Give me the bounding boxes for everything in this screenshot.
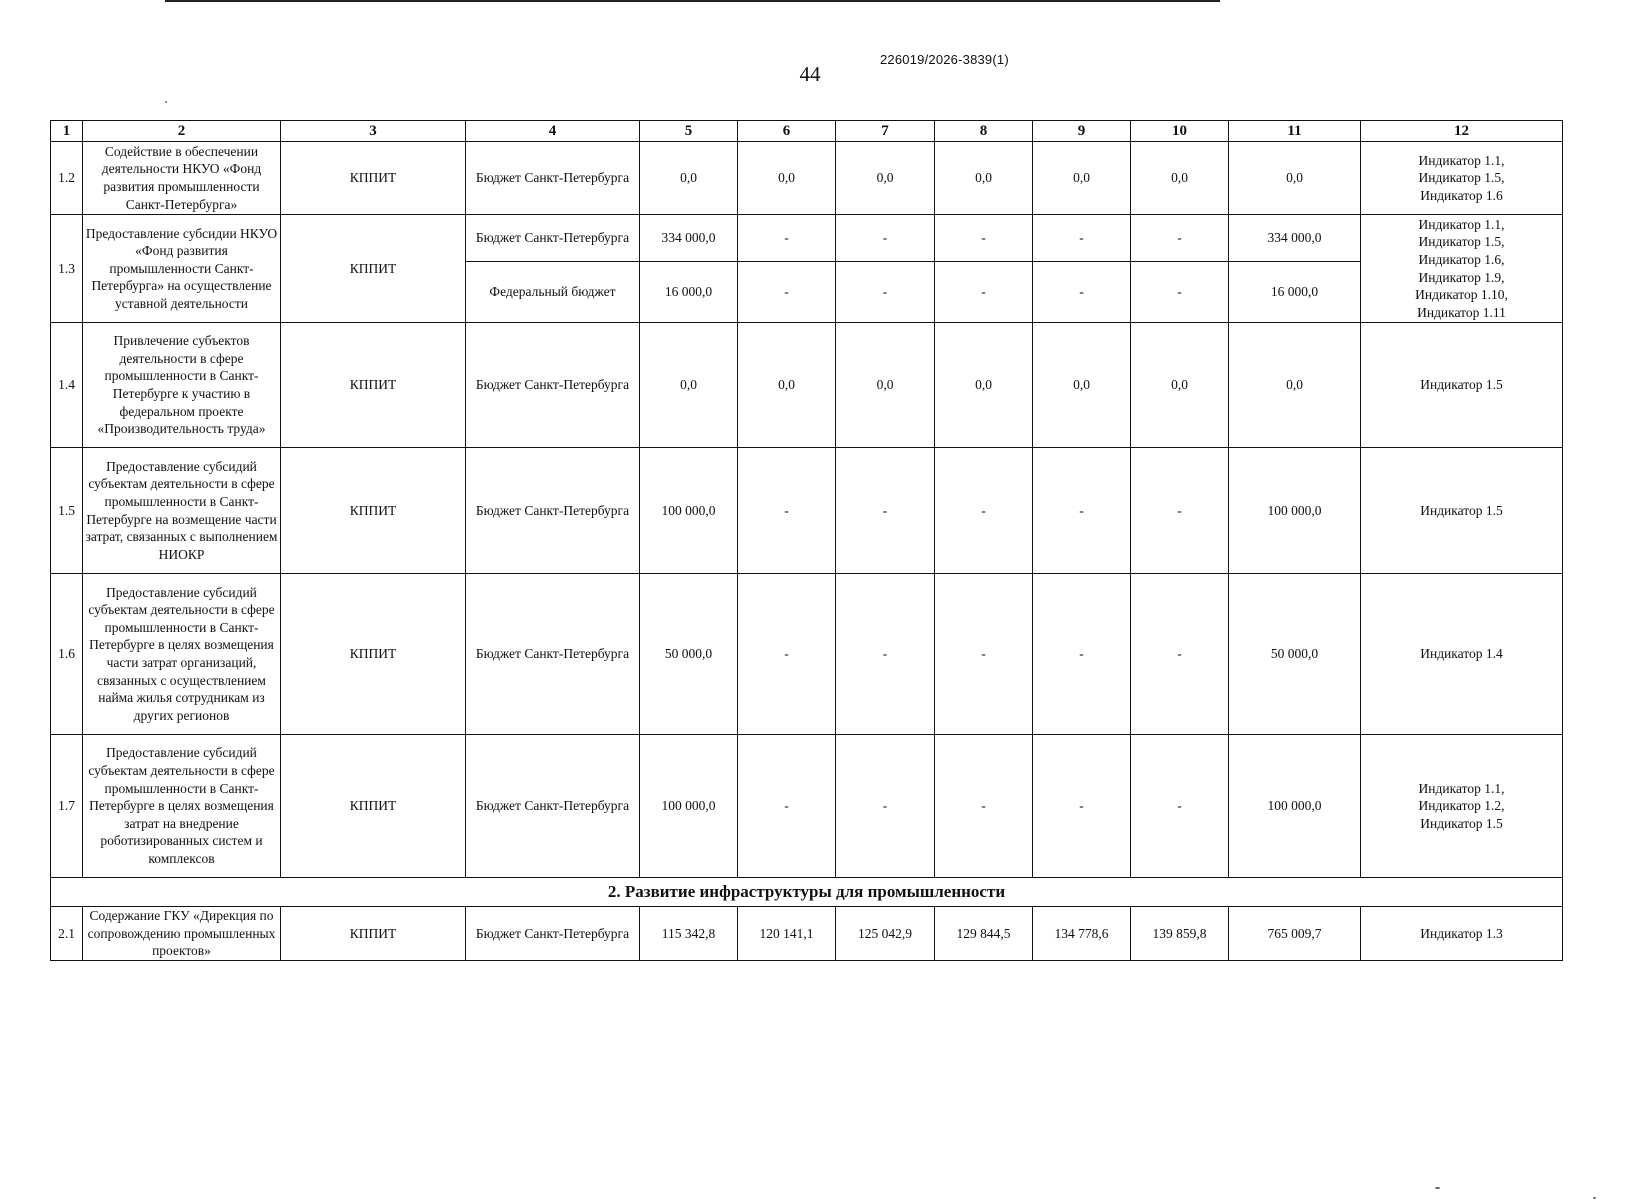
indicator-item: Индикатор 1.11 xyxy=(1417,304,1506,320)
indicator-list xyxy=(1361,323,1563,448)
table-row xyxy=(51,215,1563,262)
amount-cell: 0,0 xyxy=(935,323,1033,448)
row-number: 1.7 xyxy=(51,735,83,878)
amount-cell: - xyxy=(1033,448,1131,574)
row-number: 1.3 xyxy=(51,215,83,323)
amount-cell: 115 342,8 xyxy=(640,907,738,961)
amount-cell: - xyxy=(738,215,836,262)
indicator-item: Индикатор 1.1, xyxy=(1418,152,1505,168)
amount-cell: 0,0 xyxy=(640,142,738,215)
column-header: 4 xyxy=(466,121,640,142)
column-header: 1 xyxy=(51,121,83,142)
amount-cell: 0,0 xyxy=(1033,142,1131,215)
page-number: 44 xyxy=(799,62,821,86)
amount-cell: 0,0 xyxy=(640,323,738,448)
amount-cell: 0,0 xyxy=(1033,323,1131,448)
column-number-row xyxy=(51,121,1563,142)
column-header: 2 xyxy=(83,121,281,142)
total-cell: 16 000,0 xyxy=(1229,262,1361,323)
activity-name: Предоставление субсидии НКУО «Фонд развития промышленности Санкт-Петербурга» на осуществление уставной деятельности xyxy=(83,215,281,323)
column-header: 3 xyxy=(281,121,466,142)
amount-cell: 129 844,5 xyxy=(935,907,1033,961)
funding-source: Бюджет Санкт-Петербурга xyxy=(466,142,640,215)
indicator-item: Индикатор 1.5 xyxy=(1420,502,1503,518)
amount-cell: - xyxy=(1131,215,1229,262)
amount-cell: - xyxy=(1033,735,1131,878)
section-heading: 2. Развитие инфраструктуры для промышленности xyxy=(51,878,1563,907)
row-number: 1.2 xyxy=(51,142,83,215)
indicator-list xyxy=(1361,215,1563,323)
indicator-item: Индикатор 1.2, xyxy=(1418,798,1505,814)
amount-cell: 100 000,0 xyxy=(640,448,738,574)
executor: КППИТ xyxy=(281,574,466,735)
total-cell: 100 000,0 xyxy=(1229,735,1361,878)
executor: КППИТ xyxy=(281,907,466,961)
amount-cell: 50 000,0 xyxy=(640,574,738,735)
indicator-item: Индикатор 1.1, xyxy=(1418,216,1505,232)
column-header: 6 xyxy=(738,121,836,142)
indicator-item: Индикатор 1.1, xyxy=(1418,780,1505,796)
column-header: 10 xyxy=(1131,121,1229,142)
amount-cell: - xyxy=(935,262,1033,323)
scan-speck xyxy=(165,101,167,103)
amount-cell: - xyxy=(935,215,1033,262)
executor: КППИТ xyxy=(281,215,466,323)
column-header: 7 xyxy=(836,121,935,142)
column-header: 5 xyxy=(640,121,738,142)
column-header: 9 xyxy=(1033,121,1131,142)
amount-cell: - xyxy=(1131,262,1229,323)
table-row xyxy=(51,574,1563,735)
table-row xyxy=(51,142,1563,215)
amount-cell: - xyxy=(1131,574,1229,735)
amount-cell: 0,0 xyxy=(836,323,935,448)
amount-cell: - xyxy=(738,448,836,574)
amount-cell: - xyxy=(935,735,1033,878)
total-cell: 100 000,0 xyxy=(1229,448,1361,574)
column-header: 12 xyxy=(1361,121,1563,142)
section-row xyxy=(51,878,1563,907)
total-cell: 0,0 xyxy=(1229,142,1361,215)
amount-cell: 334 000,0 xyxy=(640,215,738,262)
funding-source: Бюджет Санкт-Петербурга xyxy=(466,215,640,262)
amount-cell: - xyxy=(935,574,1033,735)
total-cell: 765 009,7 xyxy=(1229,907,1361,961)
indicator-item: Индикатор 1.6 xyxy=(1420,187,1503,203)
amount-cell: 16 000,0 xyxy=(640,262,738,323)
activity-name: Содержание ГКУ «Дирекция по сопровождению промышленных проектов» xyxy=(83,907,281,961)
indicator-item: Индикатор 1.5 xyxy=(1420,815,1503,831)
total-cell: 50 000,0 xyxy=(1229,574,1361,735)
indicator-item: Индикатор 1.3 xyxy=(1420,925,1503,941)
indicator-item: Индикатор 1.6, xyxy=(1418,251,1505,267)
amount-cell: - xyxy=(1131,735,1229,878)
table-row xyxy=(51,735,1563,878)
scan-speck xyxy=(1435,1187,1440,1189)
indicator-item: Индикатор 1.5, xyxy=(1418,170,1505,186)
amount-cell: 120 141,1 xyxy=(738,907,836,961)
amount-cell: - xyxy=(836,735,935,878)
amount-cell: 0,0 xyxy=(935,142,1033,215)
indicator-list xyxy=(1361,142,1563,215)
top-border-line xyxy=(165,0,1220,2)
amount-cell: - xyxy=(1131,448,1229,574)
table-row xyxy=(51,323,1563,448)
funding-source: Федеральный бюджет xyxy=(466,262,640,323)
executor: КППИТ xyxy=(281,323,466,448)
column-header: 11 xyxy=(1229,121,1361,142)
indicator-list xyxy=(1361,448,1563,574)
amount-cell: - xyxy=(1033,262,1131,323)
total-cell: 334 000,0 xyxy=(1229,215,1361,262)
row-number: 1.4 xyxy=(51,323,83,448)
amount-cell: 0,0 xyxy=(1131,323,1229,448)
amount-cell: 125 042,9 xyxy=(836,907,935,961)
amount-cell: 100 000,0 xyxy=(640,735,738,878)
amount-cell: 0,0 xyxy=(738,323,836,448)
row-number: 1.6 xyxy=(51,574,83,735)
indicator-list xyxy=(1361,574,1563,735)
funding-source: Бюджет Санкт-Петербурга xyxy=(466,735,640,878)
funding-source: Бюджет Санкт-Петербурга xyxy=(466,574,640,735)
total-cell: 0,0 xyxy=(1229,323,1361,448)
executor: КППИТ xyxy=(281,735,466,878)
activity-name: Содействие в обеспечении деятельности НКУО «Фонд развития промышленности Санкт-Петербурга» xyxy=(83,142,281,215)
column-header: 8 xyxy=(935,121,1033,142)
amount-cell: - xyxy=(1033,215,1131,262)
amount-cell: 134 778,6 xyxy=(1033,907,1131,961)
amount-cell: 139 859,8 xyxy=(1131,907,1229,961)
scan-speck xyxy=(1593,1197,1596,1199)
amount-cell: - xyxy=(1033,574,1131,735)
budget-table xyxy=(50,120,1563,961)
indicator-item: Индикатор 1.10, xyxy=(1415,287,1508,303)
indicator-list xyxy=(1361,735,1563,878)
executor: КППИТ xyxy=(281,142,466,215)
indicator-item: Индикатор 1.4 xyxy=(1420,646,1503,662)
table-row xyxy=(51,907,1563,961)
indicator-list xyxy=(1361,907,1563,961)
funding-source: Бюджет Санкт-Петербурга xyxy=(466,323,640,448)
amount-cell: - xyxy=(836,448,935,574)
amount-cell: 0,0 xyxy=(738,142,836,215)
indicator-item: Индикатор 1.9, xyxy=(1418,269,1505,285)
amount-cell: - xyxy=(738,262,836,323)
activity-name: Привлечение субъектов деятельности в сфере промышленности в Санкт-Петербурге к участию в федеральном проекте «Производительность труда» xyxy=(83,323,281,448)
activity-name: Предоставление субсидий субъектам деятельности в сфере промышленности в Санкт-Петербурге на возмещение части затрат, связанных с выполнением НИОКР xyxy=(83,448,281,574)
amount-cell: 0,0 xyxy=(1131,142,1229,215)
executor: КППИТ xyxy=(281,448,466,574)
amount-cell: - xyxy=(836,262,935,323)
activity-name: Предоставление субсидий субъектам деятельности в сфере промышленности в Санкт-Петербурге в целях возмещения затрат на внедрение роботизированных систем и комплексов xyxy=(83,735,281,878)
funding-source: Бюджет Санкт-Петербурга xyxy=(466,448,640,574)
table-row xyxy=(51,448,1563,574)
indicator-item: Индикатор 1.5 xyxy=(1420,377,1503,393)
activity-name: Предоставление субсидий субъектам деятельности в сфере промышленности в Санкт-Петербурге в целях возмещения части затрат организаций, связанных с осуществлением найма жилья сотрудникам из других регионов xyxy=(83,574,281,735)
amount-cell: - xyxy=(836,215,935,262)
amount-cell: - xyxy=(836,574,935,735)
amount-cell: - xyxy=(738,574,836,735)
row-number: 2.1 xyxy=(51,907,83,961)
amount-cell: 0,0 xyxy=(836,142,935,215)
indicator-item: Индикатор 1.5, xyxy=(1418,234,1505,250)
funding-source: Бюджет Санкт-Петербурга xyxy=(466,907,640,961)
document-code: 226019/2026-3839(1) xyxy=(880,52,1009,67)
row-number: 1.5 xyxy=(51,448,83,574)
amount-cell: - xyxy=(935,448,1033,574)
amount-cell: - xyxy=(738,735,836,878)
